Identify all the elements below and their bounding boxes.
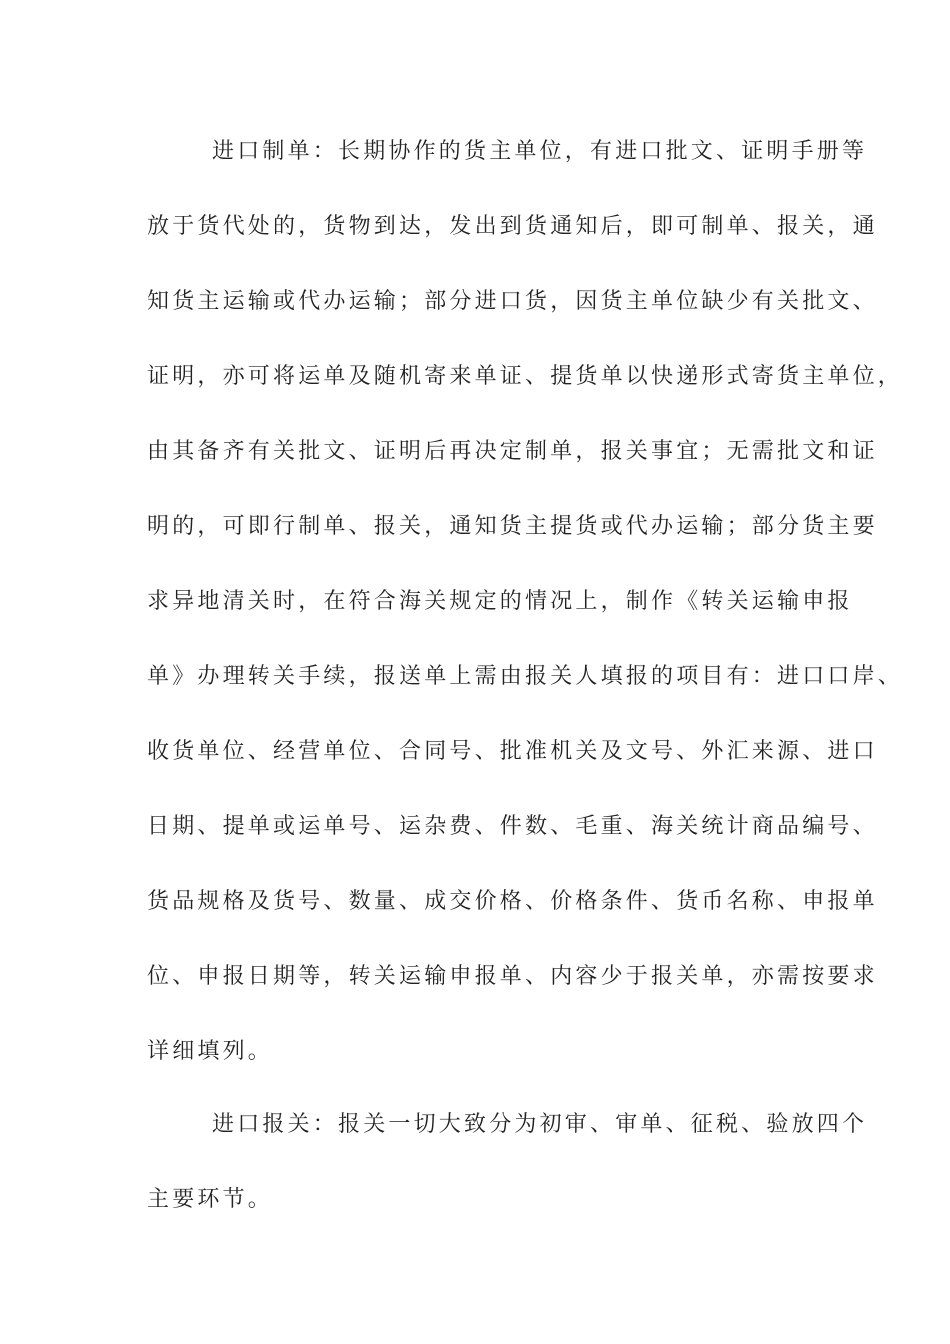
paragraph-1-line-8: 单》办理转关手续，报送单上需由报关人填报的项目有：进口口岸、 <box>147 664 904 689</box>
paragraph-1-line-5: 由其备齐有关批文、证明后再决定制单，报关事宜；无需批文和证 <box>147 439 878 464</box>
paragraph-1-line-7: 求异地清关时，在符合海关规定的情况上，制作《转关运输申报 <box>147 589 853 614</box>
paragraph-1-line-6: 明的，可即行制单、报关，通知货主提货或代办运输；部分货主要 <box>147 514 878 539</box>
paragraph-2-line-1: 进口报关：报关一切大致分为初审、审单、征税、验放四个 <box>212 1112 868 1137</box>
paragraph-2-line-2: 主要环节。 <box>147 1187 274 1212</box>
paragraph-1-line-10: 日期、提单或运单号、运杂费、件数、毛重、海关统计商品编号、 <box>147 814 878 839</box>
paragraph-1-line-13: 详细填列。 <box>147 1039 274 1064</box>
paragraph-1-line-9: 收货单位、经营单位、合同号、批准机关及文号、外汇来源、进口 <box>147 739 878 764</box>
paragraph-1-line-4: 证明，亦可将运单及随机寄来单证、提货单以快递形式寄货主单位， <box>147 364 904 389</box>
paragraph-1-line-11: 货品规格及货号、数量、成交价格、价格条件、货币名称、申报单 <box>147 889 878 914</box>
paragraph-1-line-2: 放于货代处的，货物到达，发出到货通知后，即可制单、报关，通 <box>147 214 878 239</box>
paragraph-1-line-1: 进口制单：长期协作的货主单位，有进口批文、证明手册等 <box>212 139 868 164</box>
paragraph-1-line-12: 位、申报日期等，转关运输申报单、内容少于报关单，亦需按要求 <box>147 964 878 989</box>
paragraph-1-line-3: 知货主运输或代办运输；部分进口货，因货主单位缺少有关批文、 <box>147 289 878 314</box>
